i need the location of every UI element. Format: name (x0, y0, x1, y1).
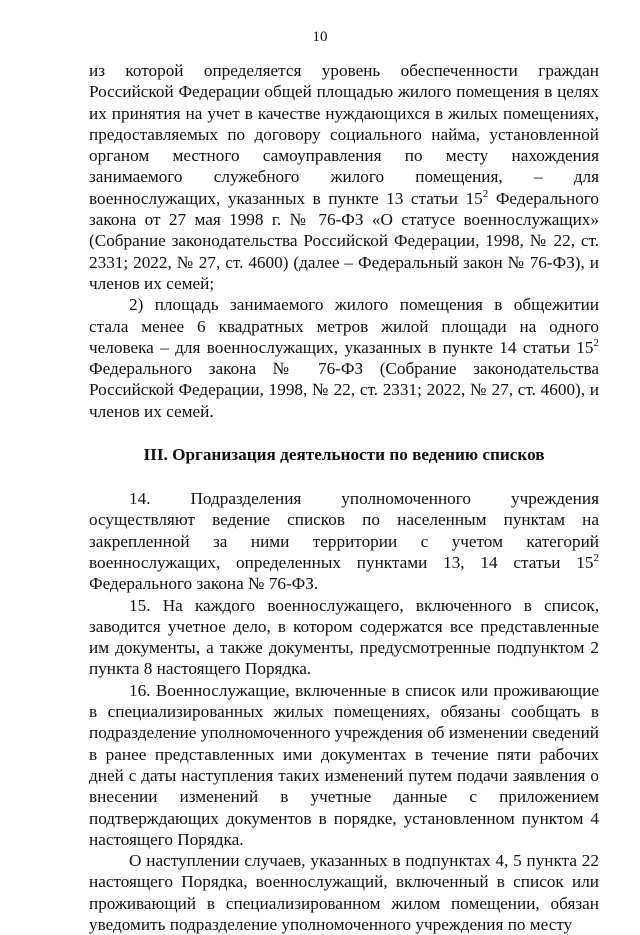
paragraph-16-continued: О наступлении случаев, указанных в подпунктах 4, 5 пункта 22 настоящего Порядка, военнослужащий, включенный в список или проживающий в специализированном жилом помещении, обязан уведомить подразделение уполномоченного учреждения по месту (89, 851, 599, 934)
paragraph-text: 2) площадь занимаемого жилого помещения в общежитии стала менее 6 квадратных метров жилой площади на одного человека – для военнослужащих, указанных в пункте 14 статьи 15 (89, 295, 599, 357)
paragraph-text: Федерального закона № 76-ФЗ. (89, 574, 319, 594)
superscript: 2 (593, 551, 599, 564)
paragraph-text: Федерального закона № 76-ФЗ (Собрание законодательства Российской Федерации, 1998, № 22, ст. 2331; 2022, № 27, ст. 4600), и членов их семей. (89, 359, 599, 421)
paragraph-16: 16. Военнослужащие, включенные в список или проживающие в специализированных жилых помещениях, обязаны сообщать в подразделение уполномоченного учреждения об изменении сведений в ранее представленных ими документах в течение пяти рабочих дней с даты наступления таких изменений путем подачи заявления о внесении изменений в учетные данные с приложением подтверждающих документов в порядке, установленном пунктом 4 настоящего Порядка. (89, 680, 599, 849)
paragraph-text: Федерального закона от 27 мая 1998 г. № 76-ФЗ «О статусе военнослужащих» (Собрание законодательства Российской Федерации, 1998, № 22, ст. 2331; 2022, № 27, ст. 4600) (далее – Федеральный закон № 76-ФЗ), и членов их семей; (89, 188, 600, 293)
document-body (89, 60, 599, 935)
page-number: 10 (312, 29, 328, 45)
paragraph-text: 14. Подразделения уполномоченного учреждения осуществляют ведение списков по населенным пунктам на закрепленной за ними территории с учетом категорий военнослужащих, определенных пунктами 13, 14 статьи 15 (89, 489, 599, 572)
section-heading: III. Организация деятельности по ведению списков (143, 445, 545, 465)
paragraph-15: 15. На каждого военнослужащего, включенного в список, заводится учетное дело, в котором содержатся все представленные им документы, а также документы, предусмотренные подпунктом 2 пункта 8 настоящего Порядка. (89, 595, 599, 679)
paragraph-14 (89, 488, 599, 594)
superscript: 2 (482, 187, 489, 200)
paragraph-item-2 (89, 294, 599, 422)
paragraph-continuation (89, 60, 599, 294)
paragraph-text: из которой определяется уровень обеспеченности граждан Российской Федерации общей площадью жилого помещения в целях их принятия на учет в качестве нуждающихся в жилых помещениях, предоставляемых по договору социального найма, установленной органом местного самоуправления по месту нахождения занимаемого служебного жилого помещения, – для военнослужащих, указанных в пункте 13 статьи 15 (89, 61, 599, 208)
superscript: 2 (593, 336, 599, 349)
